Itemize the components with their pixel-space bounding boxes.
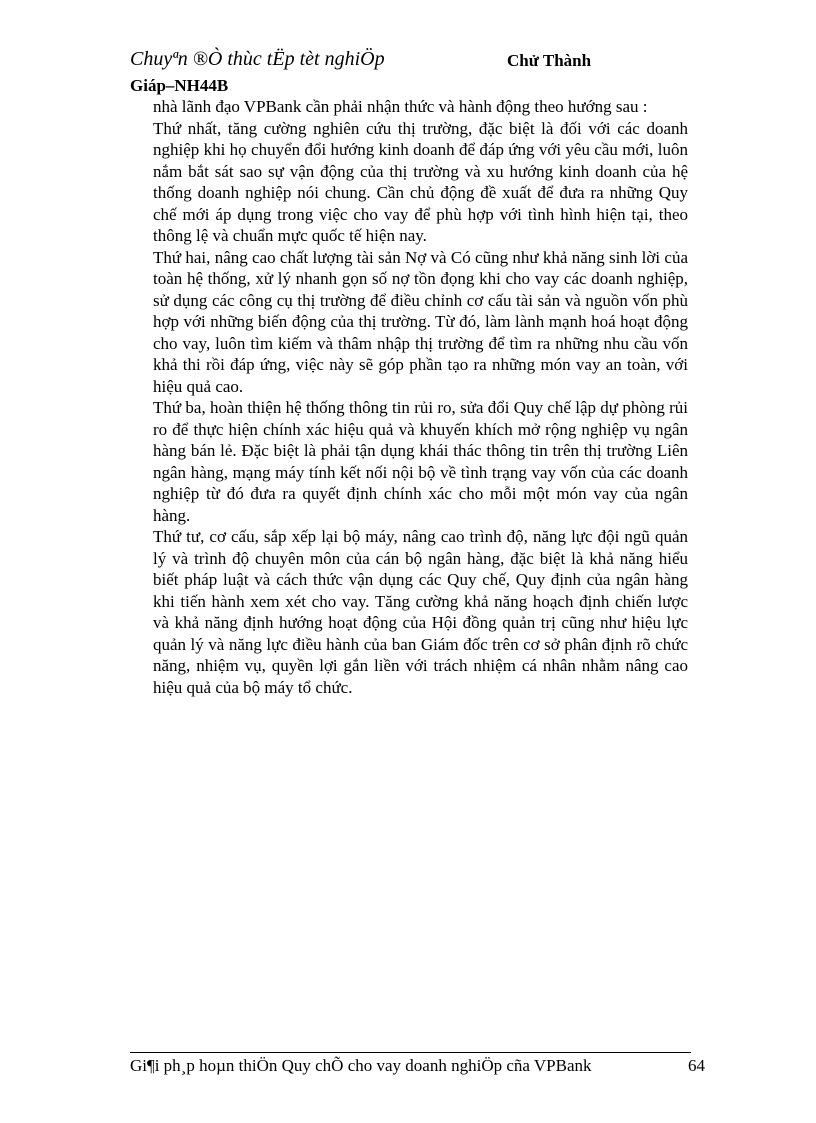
footer-divider bbox=[130, 1052, 691, 1053]
body-text bbox=[153, 96, 688, 698]
paragraph: Thứ tư, cơ cấu, sắp xếp lại bộ máy, nâng cao trình độ, năng lực đội ngũ quản lý và trình độ chuyên môn của cán bộ ngân hàng, đặc biệt là khả năng hiểu biết pháp luật và cách thức vận dụng các Quy chế, Quy định của ngân hàng khi tiến hành xem xét cho vay. Tăng cường khả năng hoạch định chiến lược và khả năng định hướng hoạt động của Hội đồng quản trị cũng như hiệu lực quản lý và năng lực điều hành của ban Giám đốc trên cơ sở phân định rõ chức năng, nhiệm vụ, quyền lợi gắn liền với trách nhiệm cá nhân nhằm nâng cao hiệu quả của bộ máy tổ chức. bbox=[153, 527, 688, 697]
paragraph: Thứ hai, nâng cao chất lượng tài sản Nợ và Có cũng như khả năng sinh lời của toàn hệ thống, xử lý nhanh gọn số nợ tồn đọng khi cho vay các doanh nghiệp, sử dụng các công cụ thị trường để điều chỉnh cơ cấu tài sản và nguồn vốn phù hợp với những biến động của thị trường. Từ đó, làm lành mạnh hoá hoạt động cho vay, luôn tìm kiếm và thâm nhập thị trường để tìm ra những nhu cầu vốn khả thi rồi đáp ứng, việc này sẽ góp phần tạo ra những món vay an toàn, với hiệu quả cao. bbox=[153, 247, 688, 396]
header-class: Giáp–NH44B bbox=[130, 76, 229, 95]
header-author: Chử Thành bbox=[507, 51, 592, 70]
page-number: 64 bbox=[688, 1056, 705, 1075]
paragraph: Thứ ba, hoàn thiện hệ thống thông tin rủi ro, sửa đổi Quy chế lập dự phòng rủi ro để thực hiện chính xác hiệu quả và khuyến khích mở rộng nghiệp vụ ngân hàng bán lẻ. Đặc biệt là phải tận dụng khái thác thông tin trên thị trường Liên ngân hàng, mạng máy tính kết nối nội bộ về tình trạng vay vốn của các doanh nghiệp từ đó đưa ra quyết định chính xác cho mỗi một món vay của ngân hàng. bbox=[153, 398, 688, 525]
footer-text: Gi¶i ph¸p hoµn thiÖn Quy chÕ cho vay doanh nghiÖp cña VPBank bbox=[130, 1056, 592, 1075]
header-title: Chuyªn ®Ò thùc tËp tèt nghiÖp bbox=[130, 48, 385, 70]
paragraph: Thứ nhất, tăng cường nghiên cứu thị trường, đặc biệt là đối với các doanh nghiệp khi họ chuyển đổi hướng kinh doanh để đáp ứng với yêu cầu mới, luôn nắm bắt sát sao sự vận động của thị trường và xu hướng kinh doanh của hệ thống doanh nghiệp nói chung. Cần chủ động đề xuất để đưa ra những Quy chế mới áp dụng trong việc cho vay để phù hợp với tình hình hiện tại, theo thông lệ và chuẩn mực quốc tế hiện nay. bbox=[153, 118, 688, 245]
paragraph: nhà lãnh đạo VPBank cần phải nhận thức và hành động theo hướng sau : bbox=[153, 97, 648, 116]
